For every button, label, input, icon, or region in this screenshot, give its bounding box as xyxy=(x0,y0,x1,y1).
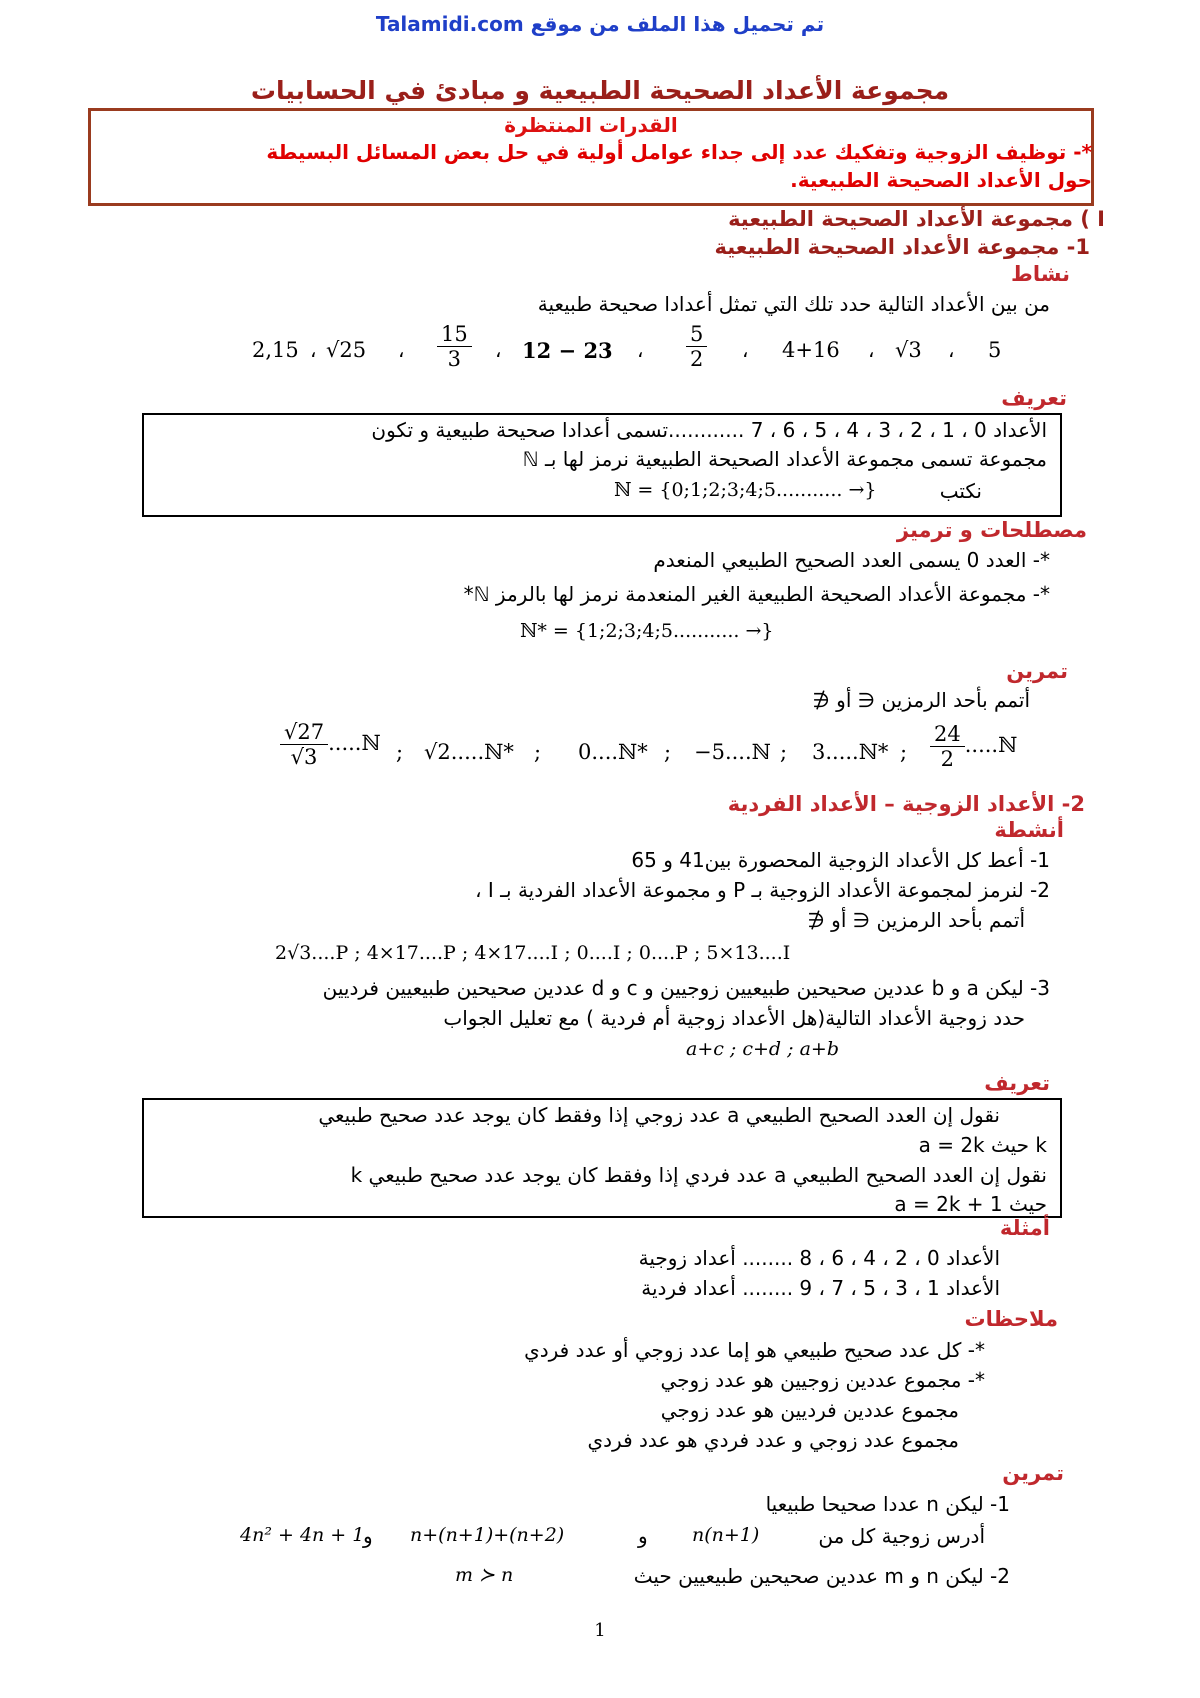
activity1-heading: نشاط xyxy=(1011,262,1070,286)
terms-line2: *- مجموعة الأعداد الصحيحة الطبيعية الغير المنعدمة نرمز لها بالرمز ℕ* xyxy=(463,582,1050,606)
section2-heading: 2- الأعداد الزوجية – الأعداد الفردية xyxy=(727,792,1085,816)
definition2-line2: k حيث a = 2k xyxy=(918,1133,1047,1157)
fraction-tail: .....ℕ xyxy=(964,733,1018,757)
site-banner: تم تحميل هذا الملف من موقع Talamidi.com xyxy=(375,12,825,36)
item-12-minus-23: 12 − 23 xyxy=(522,338,613,363)
terms-set-notation: ℕ* = {1;2;3;4;5........... →} xyxy=(520,620,774,642)
exercise2-q1b-label: أدرس زوجية كل من xyxy=(818,1524,985,1548)
definition2-line4: حيث a = 2k + 1 xyxy=(894,1192,1047,1216)
notes-line3: مجموع عددين فرديين هو عدد زوجي xyxy=(660,1398,959,1422)
activities2-q2a: 2- لنرمز لمجموعة الأعداد الزوجية بـ P و مجموعة الأعداد الفردية بـ I ، xyxy=(475,878,1050,902)
separator: ، xyxy=(637,338,644,362)
ex1-item-24-over-2 xyxy=(930,722,1017,771)
item-sqrt3: √3 xyxy=(895,338,922,362)
exercise2-and-1: و xyxy=(638,1524,648,1548)
notes-heading: ملاحظات xyxy=(964,1307,1058,1331)
page-title: مجموعة الأعداد الصحيحة الطبيعية و مبادئ في الحسابيات xyxy=(250,76,950,105)
exercise2-q2-condition: m ≻ n xyxy=(455,1564,514,1586)
ex1-item-0: 0....ℕ* xyxy=(578,740,648,764)
notes-line2: *- مجموع عددين زوجيين هو عدد زوجي xyxy=(660,1368,985,1392)
terms-line1: *- العدد 0 يسمى العدد الصحيح الطبيعي المنعدم xyxy=(653,548,1050,572)
fraction-tail: .....ℕ xyxy=(328,731,381,755)
definition2-line3: نقول إن العدد الصحيح الطبيعي a عدد فردي إذا وفقط كان يوجد عدد صحيح طبيعي k xyxy=(350,1163,1047,1187)
fraction-numerator: 24 xyxy=(930,722,965,747)
capacities-line1: *- توظيف الزوجية وتفكيك عدد إلى جداء عوامل أولية في حل بعض المسائل البسيطة xyxy=(266,140,1092,164)
exercise1-text: أتمم بأحد الرمزين ∈ أو ∉ xyxy=(812,688,1030,712)
item-2-15: 2,15 xyxy=(252,338,299,362)
exercise2-and-2: و xyxy=(363,1524,373,1548)
definition2-line1: نقول إن العدد الصحيح الطبيعي a عدد زوجي إذا وفقط كان يوجد عدد صحيح طبيعي xyxy=(318,1103,1000,1127)
item-15-over-3 xyxy=(437,322,472,371)
activities2-q2b: أتمم بأحد الرمزين ∈ أو ∉ xyxy=(807,908,1025,932)
exercise2-heading: تمرين xyxy=(1002,1461,1064,1485)
fraction-denominator: 2 xyxy=(690,347,704,371)
activities2-heading: أنشطة xyxy=(994,818,1064,842)
terms-heading: مصطلحات و ترميز xyxy=(896,518,1087,542)
separator: ; xyxy=(396,740,404,764)
activities2-q3-math: a+c ; c+d ; a+b xyxy=(686,1038,839,1060)
exercise1-heading: تمرين xyxy=(1006,659,1068,683)
fraction-numerator: √27 xyxy=(280,720,328,745)
ex1-item-3: 3.....ℕ* xyxy=(812,740,889,764)
exercise2-expr-sum: n+(n+1)+(n+2) xyxy=(410,1524,565,1546)
activity1-text: من بين الأعداد التالية حدد تلك التي تمثل أعدادا صحيحة طبيعية xyxy=(537,292,1050,316)
definition1-write-label: نكتب xyxy=(939,479,982,503)
separator: ، xyxy=(948,338,955,362)
exercise2-q1: 1- ليكن n عددا صحيحا طبيعيا xyxy=(765,1492,1010,1516)
fraction-denominator: √3 xyxy=(290,745,318,769)
ex1-item-minus5: −5....ℕ xyxy=(694,740,771,764)
definition1-line2: مجموعة تسمى مجموعة الأعداد الصحيحة الطبيعية نرمز لها بـ ℕ xyxy=(522,447,1047,471)
notes-line4: مجموع عدد زوجي و عدد فردي هو عدد فردي xyxy=(587,1428,959,1452)
activities2-q3a: 3- ليكن a و b عددين صحيحين طبيعيين زوجيين و c و d عددين صحيحين طبيعيين فرديين xyxy=(322,976,1050,1000)
examples-line2: الأعداد 1 ، 3 ، 5 ، 7 ، 9 ........ أعداد فردية xyxy=(641,1276,1000,1300)
separator: ، xyxy=(310,338,317,362)
ex1-item-sqrt2: √2.....ℕ* xyxy=(424,740,514,764)
separator: ; xyxy=(780,740,788,764)
section1-subheading: 1- مجموعة الأعداد الصحيحة الطبيعية xyxy=(714,235,1090,259)
item-5: 5 xyxy=(988,338,1002,362)
capacities-heading: القدرات المنتظرة xyxy=(504,113,678,137)
separator: ; xyxy=(534,740,542,764)
fraction-numerator: 15 xyxy=(437,322,472,347)
examples-line1: الأعداد 0 ، 2 ، 4 ، 6 ، 8 ........ أعداد زوجية xyxy=(638,1246,1000,1270)
capacities-line2: حول الأعداد الصحيحة الطبيعية. xyxy=(790,168,1092,192)
item-sqrt25: √25 xyxy=(326,338,367,362)
ex1-item-sqrt27-over-sqrt3 xyxy=(280,720,381,769)
definition1-line1: الأعداد 0 ، 1 ، 2 ، 3 ، 4 ، 5 ، 6 ، 7 ............تسمى أعدادا صحيحة طبيعية و تكون xyxy=(371,418,1047,442)
separator: ، xyxy=(495,338,502,362)
fraction-numerator: 5 xyxy=(686,322,707,347)
separator: ، xyxy=(742,338,749,362)
section1-heading: I ) مجموعة الأعداد الصحيحة الطبيعية xyxy=(728,207,1105,231)
separator: ; xyxy=(900,740,908,764)
item-5-over-2 xyxy=(686,322,707,371)
separator: ، xyxy=(398,338,405,362)
exercise2-expr-square: 4n² + 4n + 1 xyxy=(240,1524,365,1546)
definition1-heading: تعريف xyxy=(1001,386,1067,410)
page-number: 1 xyxy=(594,1620,606,1641)
item-4plus16: 4+16 xyxy=(782,338,840,362)
definition1-set-notation: ℕ = {0;1;2;3;4;5........... →} xyxy=(614,479,877,501)
separator: ; xyxy=(664,740,672,764)
exercise2-q2: 2- ليكن n و m عددين صحيحين طبيعيين حيث xyxy=(633,1564,1010,1588)
definition2-heading: تعريف xyxy=(984,1071,1050,1095)
fraction-denominator: 3 xyxy=(447,347,462,371)
separator: ، xyxy=(868,338,875,362)
exercise2-expr-n-n-plus-1: n(n+1) xyxy=(692,1524,760,1546)
activities2-q1: 1- أعط كل الأعداد الزوجية المحصورة بين41 و 65 xyxy=(631,848,1050,872)
notes-line1: *- كل عدد صحيح طبيعي هو إما عدد زوجي أو عدد فردي xyxy=(524,1338,985,1362)
fraction-denominator: 2 xyxy=(940,747,955,771)
activities2-q2-math: 2√3....P ; 4×17....P ; 4×17....I ; 0....I ; 0....P ; 5×13....I xyxy=(275,942,791,964)
activities2-q3b: حدد زوجية الأعداد التالية(هل الأعداد زوجية أم فردية ) مع تعليل الجواب xyxy=(443,1006,1025,1030)
examples-heading: أمثلة xyxy=(999,1216,1050,1240)
